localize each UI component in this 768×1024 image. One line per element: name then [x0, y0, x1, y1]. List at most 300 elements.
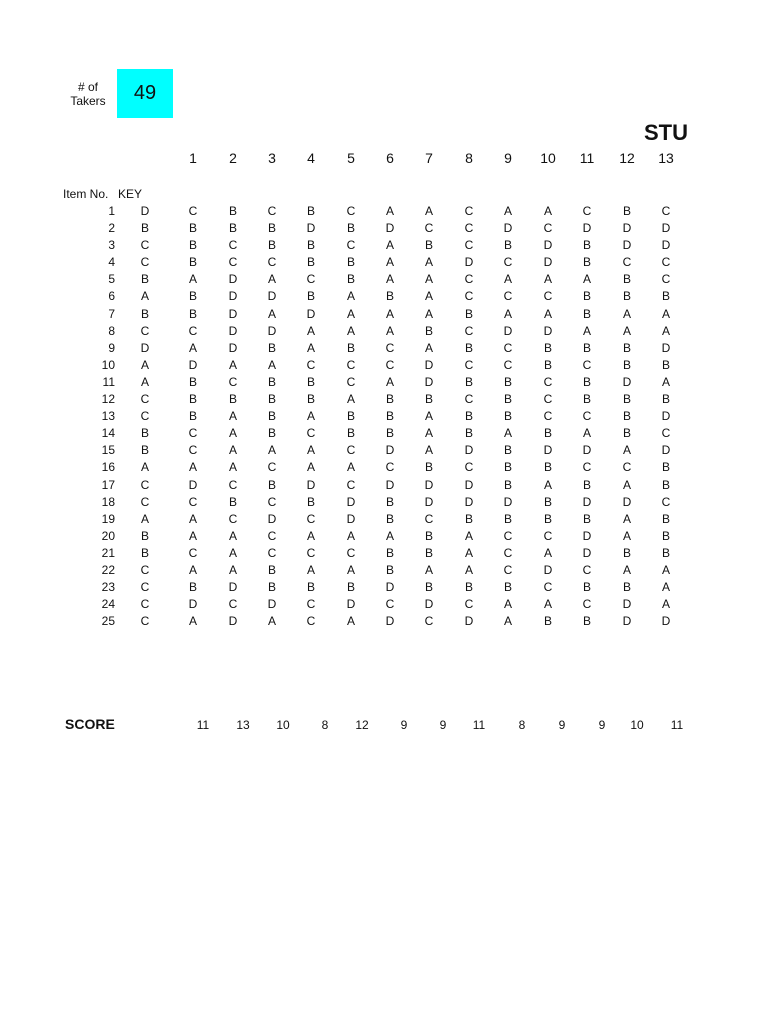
student-answer-cell[interactable]: C — [267, 460, 277, 475]
item-number[interactable]: 6 — [108, 289, 115, 304]
student-answer-cell[interactable]: D — [661, 221, 671, 236]
item-number[interactable]: 8 — [108, 323, 115, 338]
student-answer-cell[interactable]: B — [385, 545, 394, 560]
student-answer-cell[interactable]: D — [306, 306, 316, 321]
student-answer-cell[interactable]: C — [622, 255, 632, 270]
student-answer-cell[interactable]: C — [503, 357, 513, 372]
student-answer-cell[interactable]: A — [503, 306, 512, 321]
student-answer-cell[interactable]: A — [306, 460, 315, 475]
student-answer-cell[interactable]: A — [385, 204, 394, 218]
answer-key-cell[interactable]: C — [140, 238, 150, 253]
student-answer-cell[interactable]: D — [543, 238, 553, 253]
student-answer-cell[interactable]: B — [346, 221, 355, 236]
student-answer-cell[interactable]: C — [464, 272, 474, 287]
student-answer-cell[interactable]: A — [464, 545, 473, 560]
answer-key-cell[interactable]: C — [140, 409, 150, 424]
student-answer-cell[interactable]: C — [582, 409, 592, 424]
answer-key-cell[interactable]: B — [140, 443, 149, 458]
student-answer-cell[interactable]: C — [464, 460, 474, 475]
student-answer-cell[interactable]: B — [582, 614, 591, 629]
student-score-cell[interactable]: 11 — [670, 718, 684, 732]
answer-key-cell[interactable]: C — [140, 597, 150, 612]
student-answer-cell[interactable]: B — [267, 238, 276, 253]
student-answer-cell[interactable]: A — [385, 528, 394, 543]
item-number[interactable]: 21 — [101, 545, 115, 560]
student-answer-cell[interactable]: A — [267, 614, 276, 629]
student-answer-cell[interactable]: C — [582, 204, 592, 218]
student-answer-cell[interactable]: B — [346, 255, 355, 270]
item-number[interactable]: 23 — [101, 580, 115, 595]
student-answer-cell[interactable]: A — [188, 528, 197, 543]
answer-key-cell[interactable]: A — [140, 357, 149, 372]
student-answer-cell[interactable]: C — [267, 255, 277, 270]
student-answer-cell[interactable]: C — [385, 340, 395, 355]
answer-key-cell[interactable]: A — [140, 511, 149, 526]
student-answer-cell[interactable]: C — [228, 374, 238, 389]
student-answer-cell[interactable]: B — [582, 580, 591, 595]
answer-key-cell[interactable]: C — [140, 323, 150, 338]
student-answer-cell[interactable]: B — [622, 426, 631, 441]
student-answer-cell[interactable]: B — [385, 409, 394, 424]
student-answer-cell[interactable]: B — [661, 289, 670, 304]
student-answer-cell[interactable]: B — [622, 289, 631, 304]
answer-key-cell[interactable]: D — [140, 340, 150, 355]
student-answer-cell[interactable]: D — [424, 374, 434, 389]
student-answer-cell[interactable]: C — [503, 528, 513, 543]
student-answer-cell[interactable]: B — [188, 409, 197, 424]
student-score-cell[interactable]: 9 — [400, 718, 408, 732]
item-number[interactable]: 19 — [101, 511, 115, 526]
student-answer-cell[interactable]: D — [464, 614, 474, 629]
answer-key-cell[interactable]: B — [140, 545, 149, 560]
student-score-cell[interactable]: 11 — [472, 718, 486, 732]
student-answer-cell[interactable]: C — [306, 357, 316, 372]
student-answer-cell[interactable]: C — [582, 460, 592, 475]
item-number[interactable]: 22 — [101, 562, 115, 577]
student-answer-cell[interactable]: B — [385, 494, 394, 509]
student-answer-cell[interactable]: D — [228, 289, 238, 304]
student-answer-cell[interactable]: B — [543, 340, 552, 355]
student-answer-cell[interactable]: C — [503, 255, 513, 270]
item-number[interactable]: 11 — [102, 374, 115, 389]
student-answer-cell[interactable]: B — [503, 443, 512, 458]
student-answer-cell[interactable]: A — [267, 306, 276, 321]
student-answer-cell[interactable]: B — [582, 306, 591, 321]
student-answer-cell[interactable]: B — [661, 528, 670, 543]
student-answer-cell[interactable]: A — [228, 545, 237, 560]
student-answer-cell[interactable]: B — [464, 306, 473, 321]
student-answer-cell[interactable]: B — [385, 511, 394, 526]
student-answer-cell[interactable]: B — [306, 374, 315, 389]
student-answer-cell[interactable]: A — [622, 306, 631, 321]
student-answer-cell[interactable]: C — [228, 255, 238, 270]
student-answer-cell[interactable]: B — [464, 340, 473, 355]
student-answer-cell[interactable]: A — [228, 357, 237, 372]
student-answer-cell[interactable]: B — [424, 528, 433, 543]
student-answer-cell[interactable]: B — [582, 392, 591, 407]
student-answer-cell[interactable]: D — [543, 562, 553, 577]
student-answer-cell[interactable]: B — [543, 426, 552, 441]
student-answer-cell[interactable]: B — [385, 392, 394, 407]
student-answer-cell[interactable]: A — [661, 323, 670, 338]
student-answer-cell[interactable]: C — [267, 545, 277, 560]
student-answer-cell[interactable]: B — [267, 221, 276, 236]
item-number[interactable]: 7 — [108, 306, 115, 321]
student-answer-cell[interactable]: D — [622, 238, 632, 253]
item-number[interactable]: 20 — [101, 528, 115, 543]
student-answer-cell[interactable]: B — [346, 426, 355, 441]
student-answer-cell[interactable]: B — [267, 374, 276, 389]
student-score-cell[interactable]: 9 — [439, 718, 447, 732]
student-answer-cell[interactable]: D — [188, 477, 198, 492]
student-answer-cell[interactable]: C — [188, 494, 198, 509]
answer-key-cell[interactable]: B — [140, 272, 149, 287]
student-answer-cell[interactable]: C — [543, 580, 553, 595]
student-answer-cell[interactable]: B — [228, 221, 237, 236]
student-answer-cell[interactable]: C — [306, 272, 316, 287]
student-answer-cell[interactable]: A — [385, 374, 394, 389]
student-answer-cell[interactable]: C — [188, 323, 198, 338]
student-answer-cell[interactable]: C — [188, 443, 198, 458]
student-answer-cell[interactable]: B — [582, 374, 591, 389]
student-answer-cell[interactable]: A — [543, 477, 552, 492]
student-answer-cell[interactable]: D — [385, 580, 395, 595]
student-answer-cell[interactable]: B — [267, 580, 276, 595]
student-answer-cell[interactable]: A — [622, 443, 631, 458]
student-answer-cell[interactable]: B — [503, 374, 512, 389]
student-answer-cell[interactable]: C — [346, 238, 356, 253]
student-answer-cell[interactable]: D — [582, 221, 592, 236]
student-answer-cell[interactable]: B — [661, 357, 670, 372]
student-answer-cell[interactable]: B — [188, 306, 197, 321]
answer-key-cell[interactable]: B — [140, 306, 149, 321]
student-answer-cell[interactable]: C — [306, 545, 316, 560]
answer-key-cell[interactable]: C — [140, 477, 150, 492]
student-answer-cell[interactable]: C — [464, 204, 474, 218]
item-number[interactable]: 25 — [101, 614, 115, 629]
student-answer-cell[interactable]: A — [464, 562, 473, 577]
student-answer-cell[interactable]: A — [503, 272, 512, 287]
item-number[interactable]: 2 — [108, 221, 115, 236]
student-answer-cell[interactable]: C — [503, 289, 513, 304]
student-answer-cell[interactable]: D — [424, 477, 434, 492]
student-answer-cell[interactable]: A — [306, 443, 315, 458]
student-answer-cell[interactable]: A — [188, 340, 197, 355]
student-answer-cell[interactable]: D — [661, 443, 671, 458]
student-answer-cell[interactable]: C — [543, 221, 553, 236]
student-answer-cell[interactable]: A — [385, 323, 394, 338]
student-answer-cell[interactable]: D — [385, 614, 395, 629]
student-answer-cell[interactable]: D — [228, 272, 238, 287]
student-answer-cell[interactable]: A — [464, 528, 473, 543]
student-answer-cell[interactable]: B — [385, 289, 394, 304]
student-answer-cell[interactable]: D — [385, 443, 395, 458]
student-answer-cell[interactable]: C — [543, 528, 553, 543]
student-answer-cell[interactable]: C — [306, 597, 316, 612]
student-answer-cell[interactable]: C — [464, 221, 474, 236]
student-answer-cell[interactable]: C — [306, 614, 316, 629]
student-answer-cell[interactable]: D — [622, 374, 632, 389]
answer-key-cell[interactable]: B — [140, 426, 149, 441]
student-answer-cell[interactable]: C — [503, 545, 513, 560]
student-answer-cell[interactable]: A — [622, 511, 631, 526]
student-answer-cell[interactable]: C — [464, 597, 474, 612]
student-answer-cell[interactable]: B — [622, 272, 631, 287]
student-answer-cell[interactable]: D — [267, 289, 277, 304]
student-answer-cell[interactable]: B — [622, 357, 631, 372]
student-answer-cell[interactable]: B — [464, 374, 473, 389]
student-answer-cell[interactable]: D — [622, 597, 632, 612]
student-answer-cell[interactable]: C — [267, 528, 277, 543]
student-answer-cell[interactable]: A — [622, 323, 631, 338]
student-answer-cell[interactable]: B — [661, 511, 670, 526]
student-answer-cell[interactable]: D — [267, 511, 277, 526]
student-answer-cell[interactable]: D — [582, 528, 592, 543]
answer-key-cell[interactable]: B — [140, 528, 149, 543]
item-number[interactable]: 5 — [108, 272, 115, 287]
student-answer-cell[interactable]: B — [503, 477, 512, 492]
student-answer-cell[interactable]: B — [582, 511, 591, 526]
student-answer-cell[interactable]: C — [503, 340, 513, 355]
student-answer-cell[interactable]: D — [503, 494, 513, 509]
student-answer-cell[interactable]: B — [622, 409, 631, 424]
student-answer-cell[interactable]: B — [622, 340, 631, 355]
item-number[interactable]: 14 — [101, 426, 115, 441]
student-answer-cell[interactable]: B — [424, 580, 433, 595]
student-answer-cell[interactable]: A — [424, 340, 433, 355]
student-answer-cell[interactable]: B — [306, 255, 315, 270]
student-answer-cell[interactable]: D — [661, 409, 671, 424]
student-answer-cell[interactable]: D — [306, 221, 316, 236]
student-answer-cell[interactable]: A — [661, 374, 670, 389]
student-answer-cell[interactable]: A — [424, 289, 433, 304]
student-answer-cell[interactable]: B — [306, 289, 315, 304]
student-answer-cell[interactable]: C — [464, 392, 474, 407]
student-answer-cell[interactable]: A — [622, 528, 631, 543]
student-answer-cell[interactable]: D — [543, 255, 553, 270]
student-answer-cell[interactable]: B — [503, 580, 512, 595]
student-answer-cell[interactable]: D — [622, 221, 632, 236]
student-answer-cell[interactable]: B — [464, 580, 473, 595]
student-answer-cell[interactable]: A — [543, 204, 552, 218]
student-answer-cell[interactable]: A — [424, 306, 433, 321]
student-answer-cell[interactable]: B — [503, 392, 512, 407]
student-answer-cell[interactable]: D — [622, 494, 632, 509]
student-score-cell[interactable]: 11 — [196, 718, 210, 732]
student-answer-cell[interactable]: B — [385, 426, 394, 441]
student-answer-cell[interactable]: A — [228, 426, 237, 441]
student-answer-cell[interactable]: A — [543, 272, 552, 287]
student-answer-cell[interactable]: A — [503, 204, 512, 218]
student-answer-cell[interactable]: D — [661, 340, 671, 355]
student-answer-cell[interactable]: D — [228, 323, 238, 338]
student-answer-cell[interactable]: A — [582, 272, 591, 287]
student-answer-cell[interactable]: D — [464, 494, 474, 509]
student-answer-cell[interactable]: A — [346, 289, 355, 304]
student-answer-cell[interactable]: C — [346, 204, 356, 218]
student-answer-cell[interactable]: C — [385, 460, 395, 475]
student-score-cell[interactable]: 13 — [236, 718, 250, 732]
student-answer-cell[interactable]: C — [267, 204, 277, 218]
student-answer-cell[interactable]: B — [464, 511, 473, 526]
student-answer-cell[interactable]: A — [385, 238, 394, 253]
student-answer-cell[interactable]: B — [188, 392, 197, 407]
student-answer-cell[interactable]: C — [464, 238, 474, 253]
item-number[interactable]: 24 — [101, 597, 115, 612]
student-answer-cell[interactable]: C — [346, 443, 356, 458]
answer-key-cell[interactable]: C — [140, 580, 150, 595]
student-answer-cell[interactable]: C — [543, 374, 553, 389]
student-answer-cell[interactable]: A — [267, 443, 276, 458]
student-answer-cell[interactable]: B — [582, 238, 591, 253]
student-answer-cell[interactable]: B — [228, 494, 237, 509]
student-answer-cell[interactable]: D — [543, 323, 553, 338]
answer-key-cell[interactable]: C — [140, 255, 150, 270]
student-answer-cell[interactable]: C — [228, 511, 238, 526]
student-answer-cell[interactable]: C — [661, 494, 671, 509]
student-score-cell[interactable]: 9 — [558, 718, 566, 732]
item-number[interactable]: 18 — [101, 494, 115, 509]
student-answer-cell[interactable]: A — [661, 597, 670, 612]
student-answer-cell[interactable]: B — [464, 409, 473, 424]
student-answer-cell[interactable]: D — [582, 494, 592, 509]
student-answer-cell[interactable]: A — [306, 562, 315, 577]
student-answer-cell[interactable]: A — [424, 562, 433, 577]
student-answer-cell[interactable]: A — [188, 511, 197, 526]
student-answer-cell[interactable]: D — [622, 614, 632, 629]
student-answer-cell[interactable]: C — [503, 562, 513, 577]
student-answer-cell[interactable]: C — [188, 545, 198, 560]
student-answer-cell[interactable]: B — [464, 426, 473, 441]
student-answer-cell[interactable]: D — [267, 597, 277, 612]
student-answer-cell[interactable]: A — [424, 255, 433, 270]
student-answer-cell[interactable]: D — [188, 357, 198, 372]
answer-key-cell[interactable]: A — [140, 460, 149, 475]
student-answer-cell[interactable]: B — [543, 494, 552, 509]
student-answer-cell[interactable]: B — [267, 340, 276, 355]
student-answer-cell[interactable]: D — [228, 580, 238, 595]
item-number[interactable]: 4 — [108, 255, 115, 270]
student-answer-cell[interactable]: B — [424, 392, 433, 407]
student-answer-cell[interactable]: B — [503, 460, 512, 475]
student-answer-cell[interactable]: B — [543, 357, 552, 372]
answer-key-cell[interactable]: A — [140, 374, 149, 389]
student-answer-cell[interactable]: A — [661, 580, 670, 595]
student-answer-cell[interactable]: B — [622, 580, 631, 595]
student-score-cell[interactable]: 8 — [518, 718, 526, 732]
student-answer-cell[interactable]: C — [346, 545, 356, 560]
student-answer-cell[interactable]: C — [622, 460, 632, 475]
student-answer-cell[interactable]: B — [424, 460, 433, 475]
student-answer-cell[interactable]: C — [424, 511, 434, 526]
student-answer-cell[interactable]: D — [582, 545, 592, 560]
student-answer-cell[interactable]: C — [228, 238, 238, 253]
student-answer-cell[interactable]: D — [346, 511, 356, 526]
student-answer-cell[interactable]: B — [228, 392, 237, 407]
student-answer-cell[interactable]: B — [306, 580, 315, 595]
student-answer-cell[interactable]: B — [661, 392, 670, 407]
student-answer-cell[interactable]: C — [385, 357, 395, 372]
student-answer-cell[interactable]: C — [543, 409, 553, 424]
student-answer-cell[interactable]: A — [346, 323, 355, 338]
student-answer-cell[interactable]: B — [346, 272, 355, 287]
student-answer-cell[interactable]: A — [346, 562, 355, 577]
takers-count-cell[interactable] — [117, 69, 173, 118]
student-answer-cell[interactable]: B — [188, 289, 197, 304]
student-answer-cell[interactable]: A — [582, 426, 591, 441]
student-answer-cell[interactable]: C — [543, 289, 553, 304]
student-answer-cell[interactable]: A — [228, 562, 237, 577]
student-answer-cell[interactable]: B — [622, 392, 631, 407]
student-answer-cell[interactable]: B — [424, 238, 433, 253]
student-answer-cell[interactable]: D — [464, 477, 474, 492]
student-answer-cell[interactable]: B — [346, 409, 355, 424]
student-answer-cell[interactable]: B — [188, 255, 197, 270]
student-answer-cell[interactable]: A — [503, 426, 512, 441]
item-number[interactable]: 1 — [108, 204, 115, 218]
student-answer-cell[interactable]: C — [306, 426, 316, 441]
student-answer-cell[interactable]: A — [661, 562, 670, 577]
student-answer-cell[interactable]: B — [582, 340, 591, 355]
student-answer-cell[interactable]: D — [346, 494, 356, 509]
student-answer-cell[interactable]: B — [188, 221, 197, 236]
student-answer-cell[interactable]: B — [661, 545, 670, 560]
student-answer-cell[interactable]: B — [267, 562, 276, 577]
student-answer-cell[interactable]: D — [385, 221, 395, 236]
answer-key-cell[interactable]: C — [140, 392, 150, 407]
item-number[interactable]: 17 — [101, 477, 115, 492]
student-answer-cell[interactable]: D — [228, 340, 238, 355]
student-answer-cell[interactable]: A — [267, 272, 276, 287]
student-answer-cell[interactable]: D — [424, 357, 434, 372]
student-answer-cell[interactable]: D — [346, 597, 356, 612]
student-answer-cell[interactable]: C — [582, 562, 592, 577]
student-answer-cell[interactable]: D — [464, 255, 474, 270]
student-answer-cell[interactable]: C — [661, 204, 671, 218]
answer-key-cell[interactable]: C — [140, 494, 150, 509]
student-answer-cell[interactable]: B — [543, 614, 552, 629]
student-answer-cell[interactable]: B — [188, 238, 197, 253]
student-answer-cell[interactable]: D — [464, 443, 474, 458]
answer-key-cell[interactable]: C — [140, 614, 150, 629]
student-answer-cell[interactable]: C — [424, 614, 434, 629]
student-answer-cell[interactable]: B — [306, 392, 315, 407]
student-answer-cell[interactable]: A — [228, 409, 237, 424]
student-answer-cell[interactable]: D — [582, 443, 592, 458]
student-answer-cell[interactable]: C — [464, 323, 474, 338]
student-answer-cell[interactable]: D — [661, 614, 671, 629]
item-number[interactable]: 13 — [101, 409, 115, 424]
student-answer-cell[interactable]: B — [582, 289, 591, 304]
student-answer-cell[interactable]: D — [503, 221, 513, 236]
student-answer-cell[interactable]: A — [306, 323, 315, 338]
item-number[interactable]: 9 — [108, 340, 115, 355]
item-number[interactable]: 16 — [101, 460, 115, 475]
student-answer-cell[interactable]: B — [346, 340, 355, 355]
item-number[interactable]: 12 — [101, 392, 115, 407]
student-answer-cell[interactable]: A — [228, 528, 237, 543]
student-answer-cell[interactable]: A — [503, 614, 512, 629]
student-answer-cell[interactable]: A — [622, 477, 631, 492]
student-answer-cell[interactable]: B — [543, 460, 552, 475]
student-answer-cell[interactable]: A — [346, 392, 355, 407]
student-answer-cell[interactable]: B — [267, 392, 276, 407]
student-answer-cell[interactable]: A — [188, 614, 197, 629]
item-number[interactable]: 10 — [101, 357, 115, 372]
student-answer-cell[interactable]: B — [188, 580, 197, 595]
student-answer-cell[interactable]: A — [543, 545, 552, 560]
student-answer-cell[interactable]: B — [385, 562, 394, 577]
